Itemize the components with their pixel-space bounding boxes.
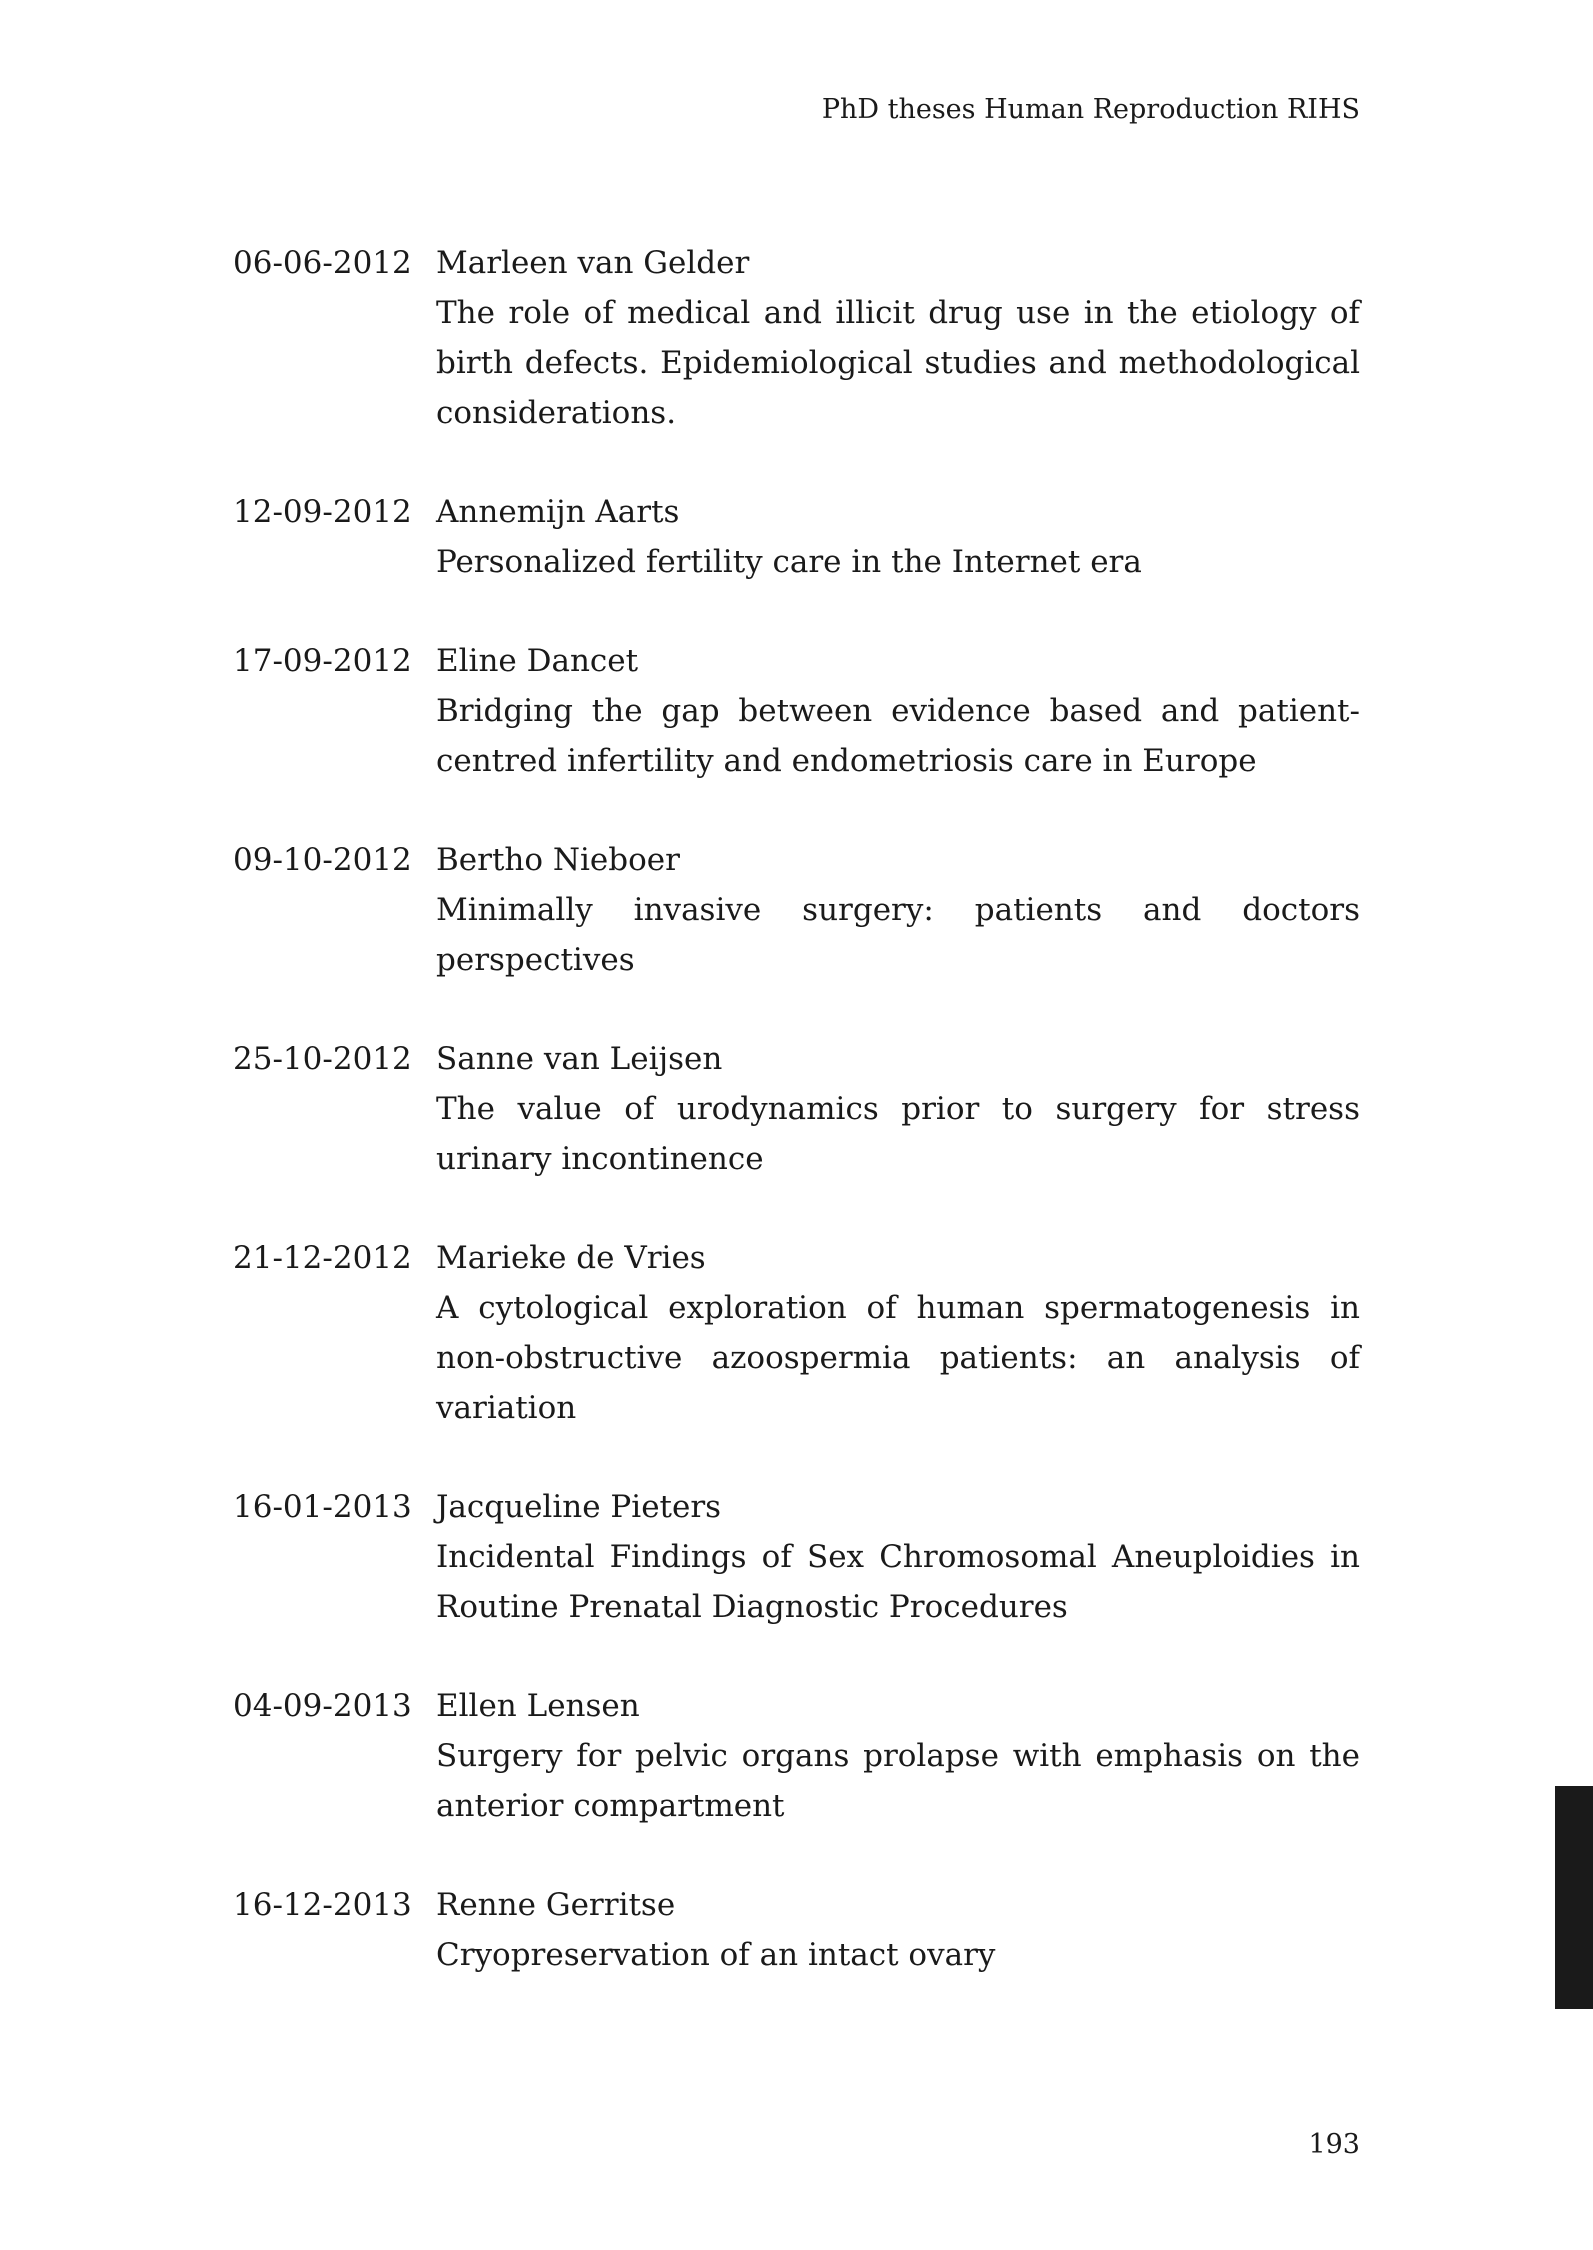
- thesis-author: Renne Gerritse: [436, 1887, 676, 1923]
- thesis-author: Marleen van Gelder: [436, 245, 750, 281]
- page-number: 193: [1308, 2129, 1360, 2160]
- thesis-list: [233, 238, 1360, 2029]
- thesis-entry: [233, 1233, 1360, 1433]
- thesis-details: [436, 487, 1360, 587]
- thesis-title: A cytological exploration of human spermatogenesis in non-obstructive azoospermia patients: an analysis of variation: [436, 1290, 1360, 1426]
- thesis-title: Incidental Findings of Sex Chromosomal Aneuploidies in Routine Prenatal Diagnostic Procedures: [436, 1539, 1360, 1625]
- thesis-entry: [233, 238, 1360, 438]
- thesis-title: The value of urodynamics prior to surgery for stress urinary incontinence: [436, 1091, 1360, 1177]
- thesis-title: Minimally invasive surgery: patients and doctors perspectives: [436, 892, 1360, 978]
- thesis-details: [436, 1681, 1360, 1831]
- thesis-title: Bridging the gap between evidence based and patient-centred infertility and endometriosis care in Europe: [436, 693, 1360, 779]
- thesis-entry: [233, 636, 1360, 786]
- thesis-entry: [233, 487, 1360, 587]
- thesis-title: Cryopreservation of an intact ovary: [436, 1937, 996, 1973]
- thesis-title: Personalized fertility care in the Internet era: [436, 544, 1142, 580]
- thesis-date: 09-10-2012: [233, 842, 412, 878]
- thesis-entry: [233, 1880, 1360, 1980]
- thesis-details: [436, 1233, 1360, 1433]
- thesis-author: Annemijn Aarts: [436, 494, 680, 530]
- thesis-details: [436, 1034, 1360, 1184]
- thesis-date: 25-10-2012: [233, 1041, 412, 1077]
- thesis-title: The role of medical and illicit drug use in the etiology of birth defects. Epidemiological studies and methodological considerations.: [436, 295, 1360, 431]
- thesis-date: 04-09-2013: [233, 1688, 412, 1724]
- thesis-entry: [233, 1681, 1360, 1831]
- thesis-title: Surgery for pelvic organs prolapse with emphasis on the anterior compartment: [436, 1738, 1360, 1824]
- thesis-entry: [233, 1482, 1360, 1632]
- thesis-date: 17-09-2012: [233, 643, 412, 679]
- thesis-author: Bertho Nieboer: [436, 842, 680, 878]
- thesis-date: 16-12-2013: [233, 1887, 412, 1923]
- thesis-author: Sanne van Leijsen: [436, 1041, 723, 1077]
- thesis-date: 06-06-2012: [233, 245, 412, 281]
- running-header: PhD theses Human Reproduction RIHS: [821, 94, 1360, 125]
- thesis-date: 16-01-2013: [233, 1489, 412, 1525]
- thesis-details: [436, 636, 1360, 786]
- thesis-details: [436, 238, 1360, 438]
- thesis-date: 12-09-2012: [233, 494, 412, 530]
- thesis-details: [436, 835, 1360, 985]
- thesis-author: Jacqueline Pieters: [436, 1489, 722, 1525]
- thesis-author: Ellen Lensen: [436, 1688, 640, 1724]
- thesis-entry: [233, 1034, 1360, 1184]
- thesis-details: [436, 1880, 1360, 1980]
- thesis-details: [436, 1482, 1360, 1632]
- thesis-author: Marieke de Vries: [436, 1240, 706, 1276]
- chapter-thumb-tab: [1555, 1786, 1593, 2009]
- thesis-author: Eline Dancet: [436, 643, 639, 679]
- thesis-date: 21-12-2012: [233, 1240, 412, 1276]
- thesis-entry: [233, 835, 1360, 985]
